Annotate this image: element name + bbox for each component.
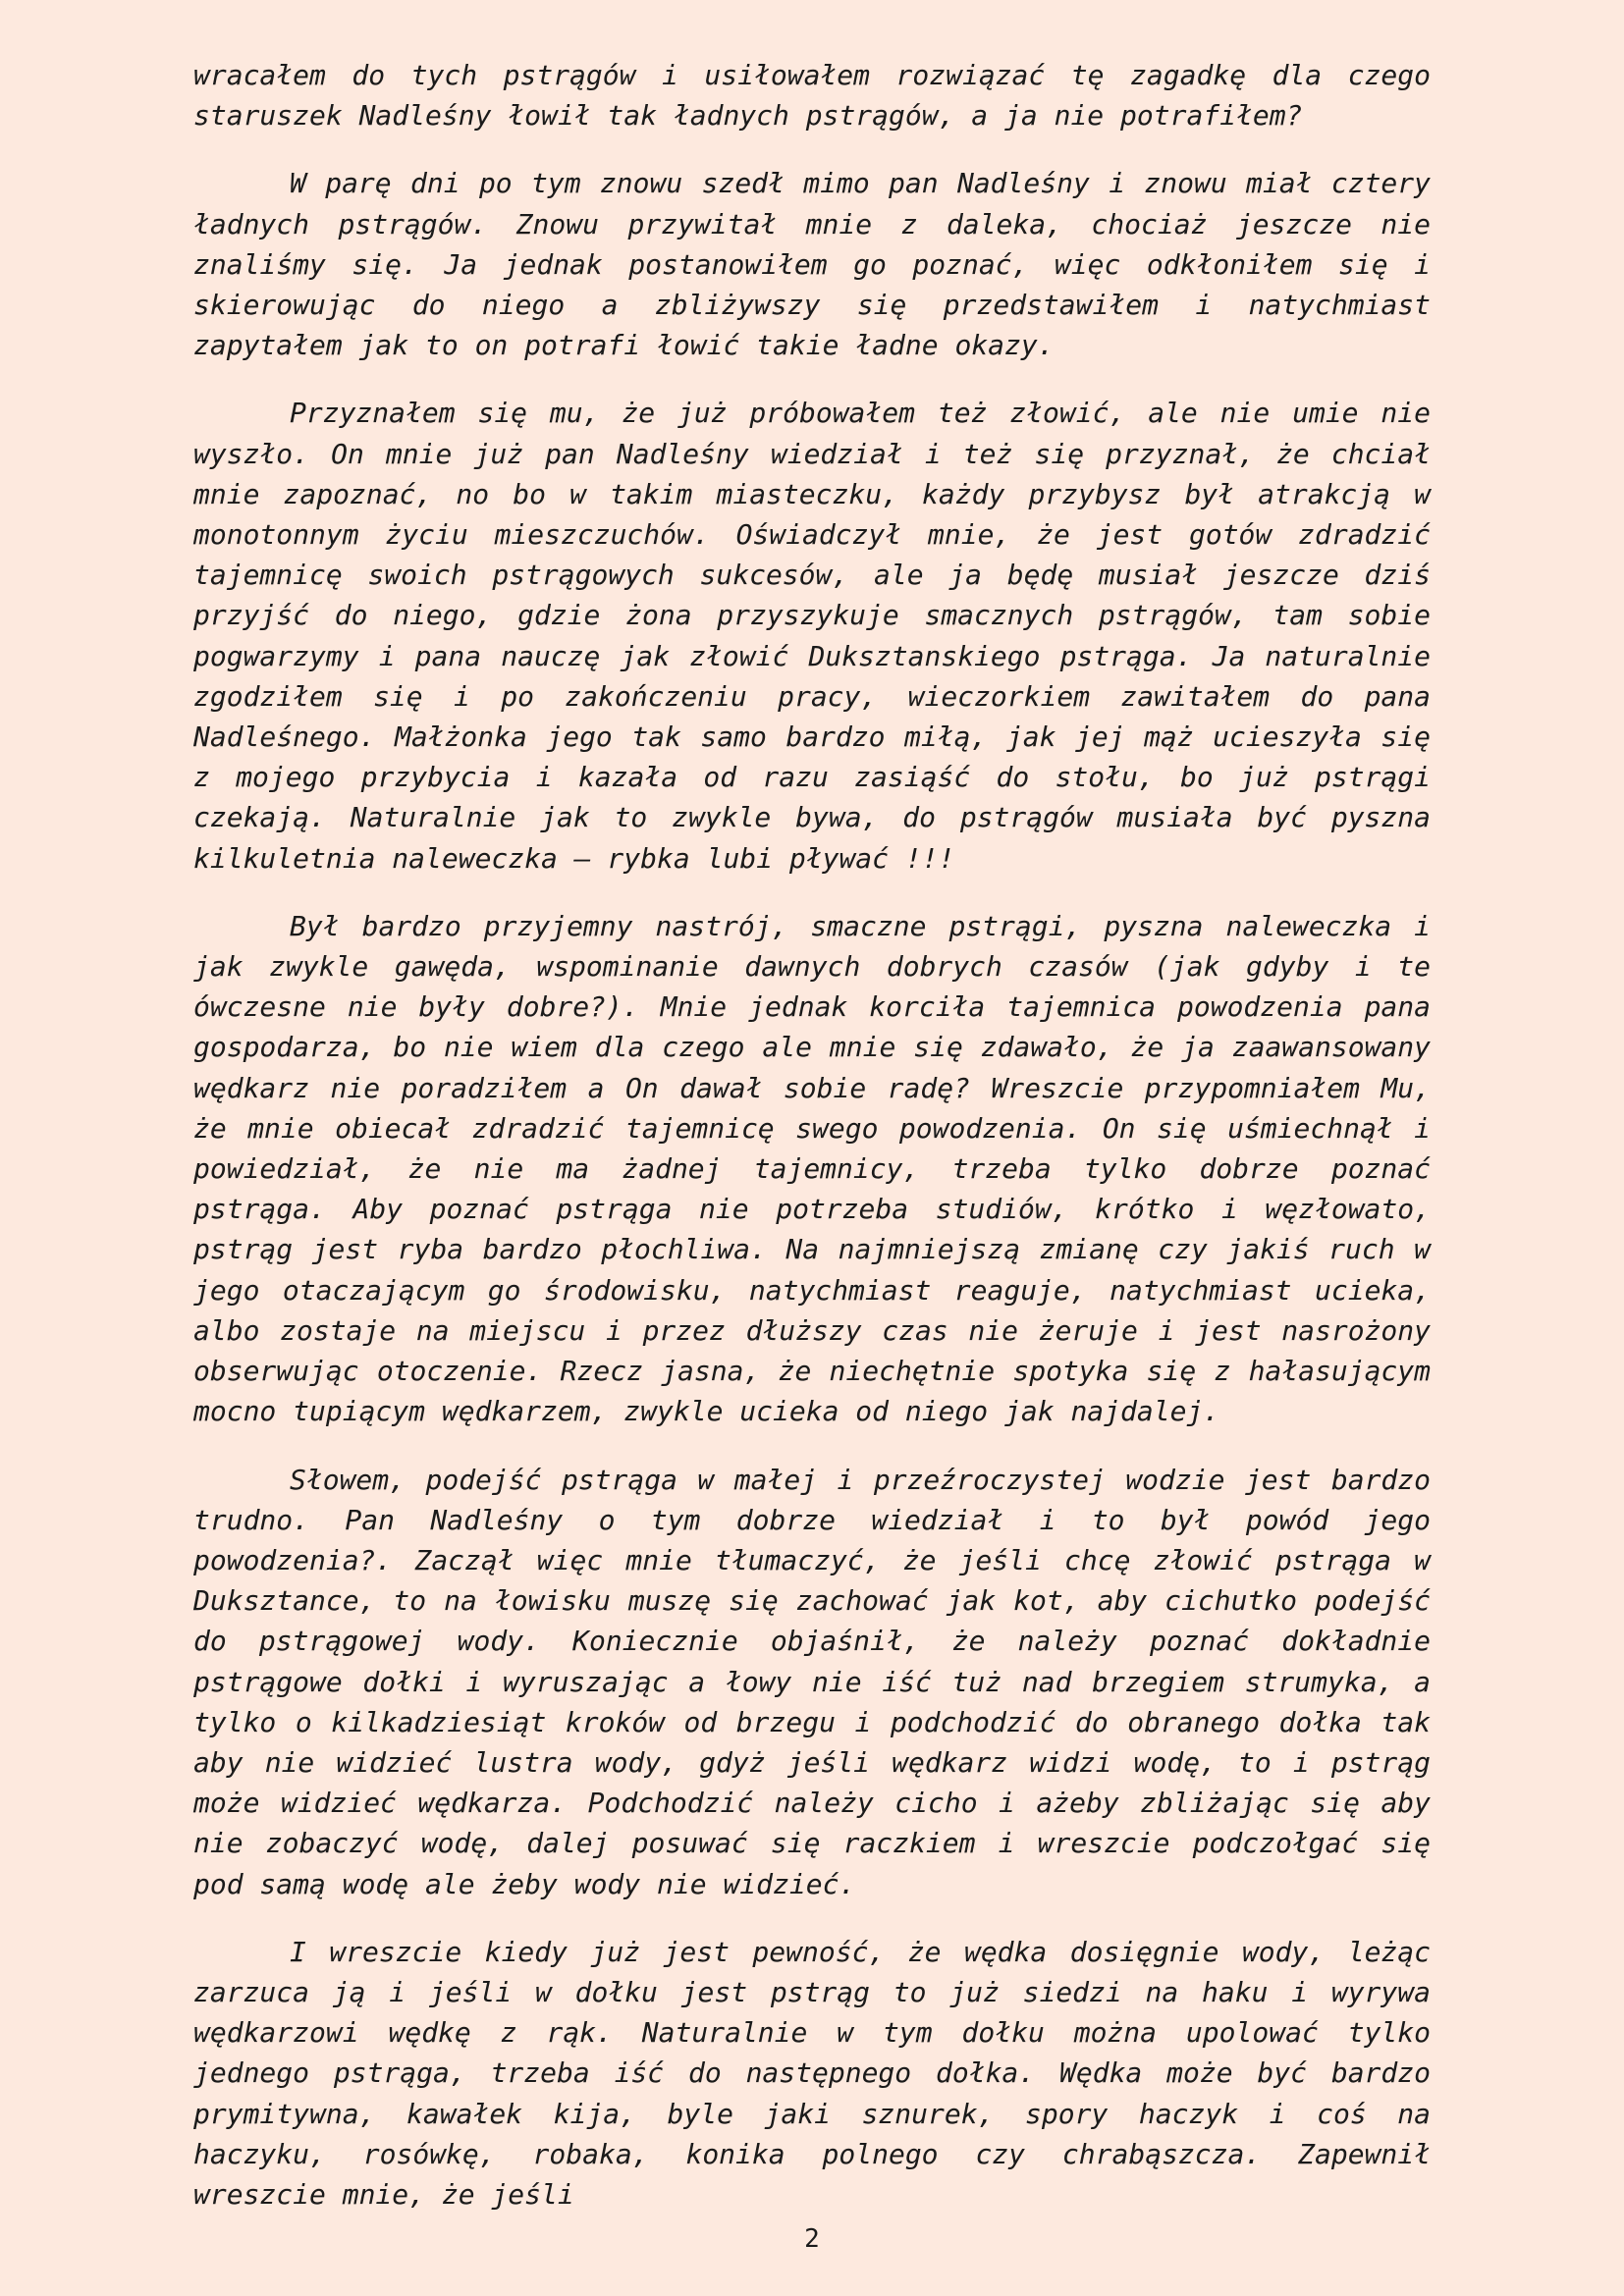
paragraph-1: wracałem do tych pstrągów i usiłowałem rozwiązać tę zagadkę dla czego staruszek Nadleśny łowił tak ładnych pstrągów, a ja nie potrafiłem? [193, 59, 1431, 133]
paragraph-2: W parę dni po tym znowu szedł mimo pan Nadleśny i znowu miał cztery ładnych pstrągów. Znowu przywitał mnie z daleka, chociaż jeszcze nie znaliśmy się. Ja jednak postanowiłem go poznać, więc odkłoniłem się i skierowując do niego a zbliżywszy się przedstawiłem i natychmiast zapytałem jak to on potrafi łowić takie ładne okazy. [193, 167, 1431, 362]
document-body [193, 55, 1431, 2242]
paragraph-5: Słowem, podejść pstrąga w małej i przeźroczystej wodzie jest bardzo trudno. Pan Nadleśny o tym dobrze wiedział i to był powód jego powodzenia?. Zaczął więc mnie tłumaczyć, że jeśli chcę złowić pstrąga w Duksztance, to na łowisku muszę się zachować jak kot, aby cichutko podejść do pstrągowej wody. Koniecznie objaśnił, że należy poznać dokładnie pstrągowe dołki i wyruszając a łowy nie iść tuż nad brzegiem strumyka, a tylko o kilkadziesiąt kroków od brzegu i podchodzić do obranego dołka tak aby nie widzieć lustra wody, gdyż jeśli wędkarz widzi wodę, to i pstrąg może widzieć wędkarza. Podchodzić należy cicho i ażeby zbliżając się aby nie zobaczyć wodę, dalej posuwać się raczkiem i wreszcie podczołgać się pod samą wodę ale żeby wody nie widzieć. [193, 1463, 1431, 1900]
paragraph-3: Przyznałem się mu, że już próbowałem też złowić, ale nie umie nie wyszło. On mnie już pan Nadleśny wiedział i też się przyznał, że chciał mnie zapoznać, no bo w takim miasteczku, każdy przybysz był atrakcją w monotonnym życiu mieszczuchów. Oświadczył mnie, że jest gotów zdradzić tajemnicę swoich pstrągowych sukcesów, ale ja będę musiał jeszcze dziś przyjść do niego, gdzie żona przyszykuje smacznych pstrągów, tam sobie pogwarzymy i pana nauczę jak złowić Duksztanskiego pstrąga. Ja naturalnie zgodziłem się i po zakończeniu pracy, wieczorkiem zawitałem do pana Nadleśnego. Małżonka jego tak samo bardzo miłą, jak jej mąż ucieszyła się z mojego przybycia i kazała od razu zasiąść do stołu, bo już pstrągi czekają. Naturalnie jak to zwykle bywa, do pstrągów musiała być pyszna kilkuletnia naleweczka – rybka lubi pływać !!! [193, 397, 1431, 875]
paragraph-4: Był bardzo przyjemny nastrój, smaczne pstrągi, pyszna naleweczka i jak zwykle gawęda, wspominanie dawnych dobrych czasów (jak gdyby i te ówczesne nie były dobre?). Mnie jednak korciła tajemnica powodzenia pana gospodarza, bo nie wiem dla czego ale mnie się zdawało, że ja zaawansowany wędkarz nie poradziłem a On dawał sobie radę? Wreszcie przypomniałem Mu, że mnie obiecał zdradzić tajemnicę swego powodzenia. On się uśmiechnął i powiedział, że nie ma żadnej tajemnicy, trzeba tylko dobrze poznać pstrąga. Aby poznać pstrąga nie potrzeba studiów, krótko i węzłowato, pstrąg jest ryba bardzo płochliwa. Na najmniejszą zmianę czy jakiś ruch w jego otaczającym go środowisku, natychmiast reaguje, natychmiast ucieka, albo zostaje na miejscu i przez dłuższy czas nie żeruje i jest nasrożony obserwując otoczenie. Rzecz jasna, że niechętnie spotyka się z hałasującym mocno tupiącym wędkarzem, zwykle ucieka od niego jak najdalej. [193, 909, 1431, 1428]
paragraph-6: I wreszcie kiedy już jest pewność, że wędka dosięgnie wody, leżąc zarzuca ją i jeśli w dołku jest pstrąg to już siedzi na haku i wyrywa wędkarzowi wędkę z rąk. Naturalnie w tym dołku można upolować tylko jednego pstrąga, trzeba iść do następnego dołka. Wędka może być bardzo prymitywna, kawałek kija, byle jaki sznurek, spory haczyk i coś na haczyku, rosówkę, robaka, konika polnego czy chrabąszcza. Zapewnił wreszcie mnie, że jeśli [193, 1935, 1431, 2211]
page-number: 2 [804, 2224, 820, 2254]
